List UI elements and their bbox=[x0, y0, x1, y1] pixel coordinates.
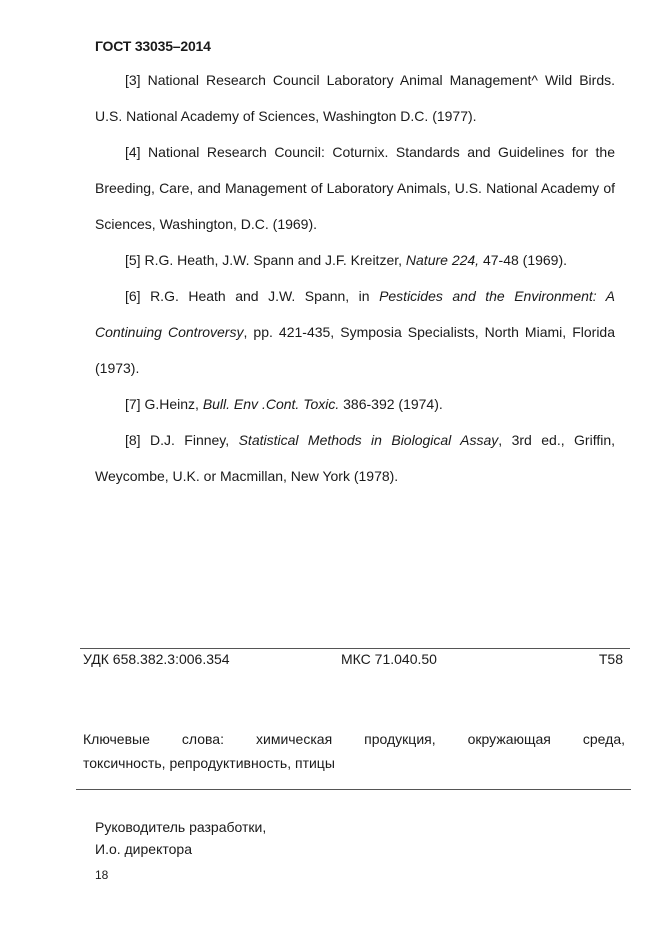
reference-text: [8] D.J. Finney, bbox=[125, 432, 239, 448]
signer-position: И.о. директора bbox=[95, 841, 192, 857]
classification-line bbox=[83, 651, 623, 671]
reference-text: [3] National Research Council Laboratory Animal Management^ Wild Birds. U.S. National Academy of Sciences, Washington D.C. (1977). bbox=[95, 72, 615, 124]
divider-bottom bbox=[76, 789, 631, 790]
reference-item bbox=[95, 62, 615, 134]
signer-block bbox=[95, 816, 266, 860]
keyword-word: продукция, bbox=[364, 731, 436, 747]
reference-item bbox=[95, 422, 615, 494]
keywords-block bbox=[83, 727, 625, 775]
keyword-word: среда, bbox=[582, 731, 625, 747]
mks-code: МКС 71.040.50 bbox=[341, 651, 437, 667]
reference-text: [5] R.G. Heath, J.W. Spann and J.F. Kreitzer, bbox=[125, 252, 406, 268]
page-number: 18 bbox=[95, 868, 109, 882]
references-list bbox=[95, 62, 615, 494]
udk-code: УДК 658.382.3:006.354 bbox=[83, 651, 230, 667]
keywords-line-2: токсичность, репродуктивность, птицы bbox=[83, 755, 335, 771]
reference-text: [4] National Research Council: Coturnix. Standards and Guidelines for the Breeding, Care, and Management of Laboratory Animals, U.S. National Academy of Sciences, Washington, D.C. (1969). bbox=[95, 144, 615, 232]
reference-title-italic: Pesticides and the Environment: A Continuing Controversy bbox=[95, 288, 615, 340]
reference-title-italic: Bull. Env .Cont. Toxic. bbox=[202, 396, 340, 412]
reference-text: [7] G.Heinz, bbox=[125, 396, 203, 412]
category-code: Т58 bbox=[598, 651, 623, 667]
keyword-word: Ключевые bbox=[83, 731, 150, 747]
reference-title-italic: Statistical Methods in Biological Assay bbox=[238, 432, 499, 448]
reference-item bbox=[95, 242, 615, 278]
reference-item bbox=[95, 134, 615, 242]
page-header-standard-id: ГОСТ 33035–2014 bbox=[95, 38, 211, 54]
signer-title: Руководитель разработки, bbox=[95, 819, 267, 835]
reference-text: 47-48 (1969). bbox=[479, 252, 568, 268]
keyword-word: химическая bbox=[256, 731, 333, 747]
keyword-word: слова: bbox=[181, 731, 224, 747]
reference-text: 386-392 (1974). bbox=[339, 396, 443, 412]
reference-item bbox=[95, 386, 615, 422]
keyword-word: окружающая bbox=[467, 731, 551, 747]
divider-top bbox=[80, 648, 630, 649]
reference-text: , 3rd ed., Griffin, Weycombe, U.K. or Macmillan, New York (1978). bbox=[95, 432, 616, 484]
reference-item bbox=[95, 278, 615, 386]
reference-text: , pp. 421-435, Symposia Specialists, North Miami, Florida (1973). bbox=[95, 324, 616, 376]
keywords-line-1 bbox=[83, 727, 625, 751]
reference-title-italic: Nature 224, bbox=[405, 252, 480, 268]
reference-text: [6] R.G. Heath and J.W. Spann, in bbox=[125, 288, 380, 304]
